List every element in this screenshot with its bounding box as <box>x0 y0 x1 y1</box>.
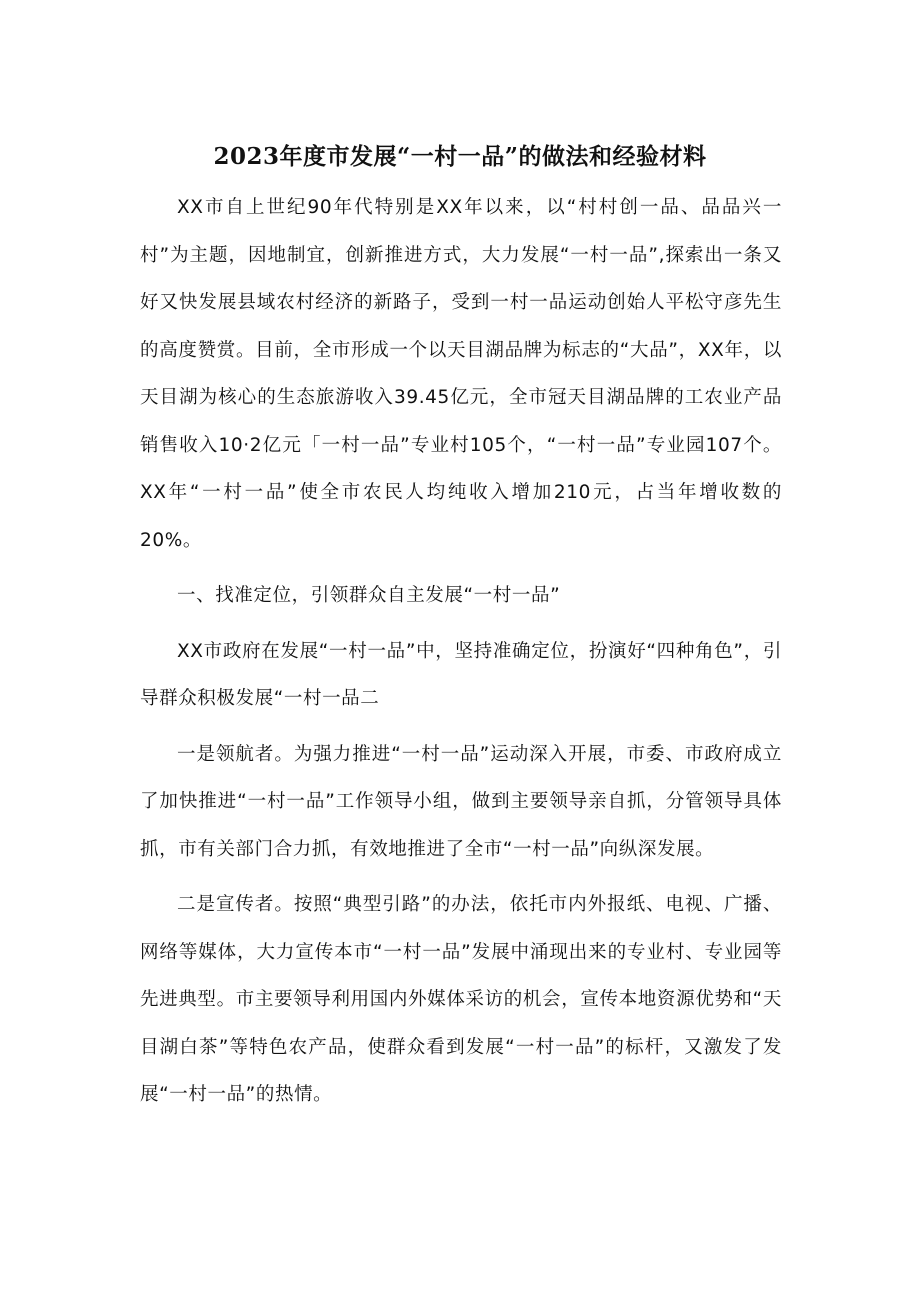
document-body <box>140 184 782 1119</box>
section-heading-1: 一、找准定位，引领群众自主发展“一村一品” <box>177 585 561 606</box>
paragraph-navigator: 一是领航者。为强力推进“一村一品”运动深入开展，市委、市政府成立了加快推进“一村一品”工作领导小组，做到主要领导亲自抓，分管领导具体抓，市有关部门合力抓，有效地推进了全市“一村一品”向纵深发展。 <box>140 743 782 860</box>
paragraph-intro: XX市自上世纪90年代特别是XX年以来，以“村村创一品、品品兴一村”为主题，因地制宜，创新推进方式，大力发展“一村一品”,探索出一条又好又快发展县域农村经济的新路子，受到一村一品运动创始人平松守彦先生的高度赞赏。目前，全市形成一个以天目湖品牌为标志的“大品”，XX年，以天目湖为核心的生态旅游收入39.45亿元，全市冠天目湖品牌的工农业产品销售收入10·2亿元「一村一品”专业村105个，“一村一品”专业园107个。XX年“一村一品”使全市农民人均纯收入增加210元，占当年增收数的20%。 <box>140 197 782 551</box>
paragraph-four-roles: XX市政府在发展“一村一品”中，坚持准确定位，扮演好“四种角色”，引导群众积极发展“一村一品二 <box>140 640 782 709</box>
document-title: 2023年度市发展“一村一品”的做法和经验材料 <box>213 143 707 170</box>
paragraph-publicist: 二是宣传者。按照“典型引路”的办法，依托市内外报纸、电视、广播、网络等媒体，大力宣传本市“一村一品”发展中涌现出来的专业村、专业园等先进典型。市主要领导利用国内外媒体采访的机会，宣传本地资源优势和“天目湖白茶”等特色农产品，使群众看到发展“一村一品”的标杆，又激发了发展“一村一品”的热情。 <box>140 894 782 1105</box>
